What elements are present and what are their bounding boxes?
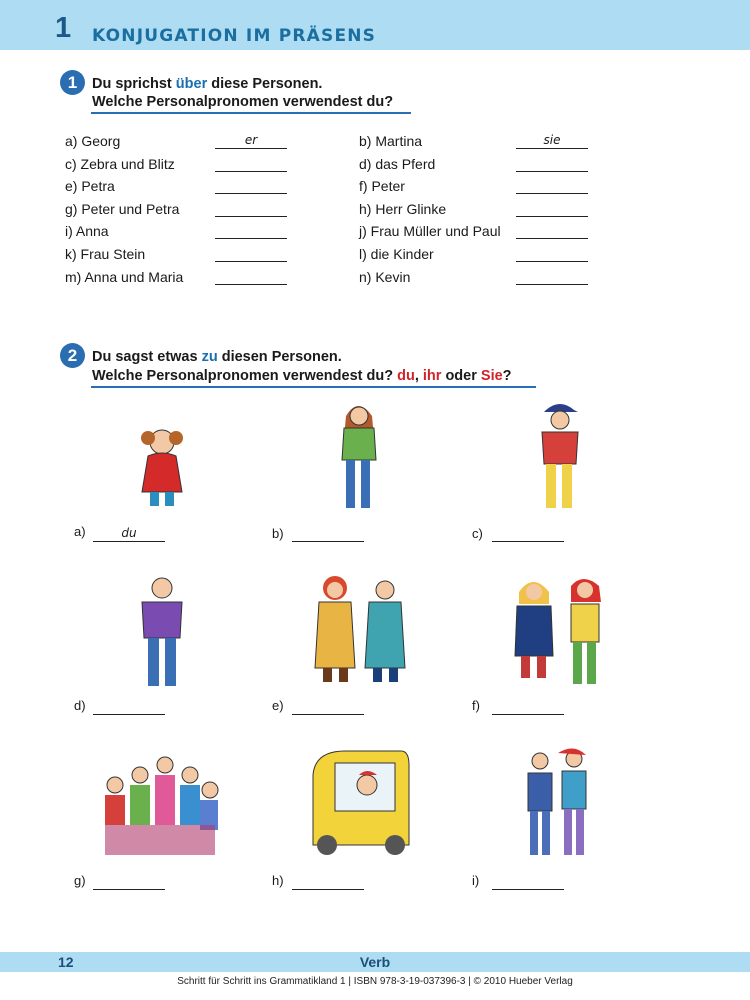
picture-item-letter: g) bbox=[74, 873, 86, 888]
illustration-two-men bbox=[522, 745, 597, 863]
list-item-label: n) Kevin bbox=[359, 269, 411, 285]
illustration-boy-cap bbox=[530, 398, 590, 518]
exercise-2-instruction-line2: Welche Personalpronomen verwendest du? du, ihr oder Sie? bbox=[92, 368, 512, 384]
list-item-label: l) die Kinder bbox=[359, 246, 434, 262]
picture-item-letter: b) bbox=[272, 526, 284, 541]
answer-blank[interactable] bbox=[516, 154, 588, 172]
list-item-label: a) Georg bbox=[65, 133, 121, 149]
answer-blank[interactable] bbox=[215, 221, 287, 239]
illustration-woman-green-shirt bbox=[330, 398, 390, 518]
answer-blank[interactable] bbox=[215, 176, 287, 194]
list-item-label: d) das Pferd bbox=[359, 156, 436, 172]
picture-item-letter: h) bbox=[272, 873, 284, 888]
illustration-girl-red-coat bbox=[130, 420, 200, 515]
page-number: 12 bbox=[58, 954, 74, 970]
list-item-label: f) Peter bbox=[359, 178, 405, 194]
picture-item-letter: a) bbox=[74, 524, 86, 539]
answer-blank[interactable] bbox=[215, 199, 287, 217]
list-item-label: m) Anna und Maria bbox=[65, 269, 184, 285]
answer-blank[interactable] bbox=[292, 872, 364, 890]
footer-credit: Schritt für Schritt ins Grammatikland 1 | ISBN 978-3-19-037396-3 | © 2010 Hueber Verlag bbox=[177, 976, 573, 987]
list-item-label: e) Petra bbox=[65, 178, 115, 194]
answer-blank[interactable] bbox=[492, 524, 564, 542]
exercise-2-underline bbox=[91, 386, 536, 388]
picture-item-letter: c) bbox=[472, 526, 483, 541]
answer-blank[interactable] bbox=[516, 221, 588, 239]
exercise-1-instruction-line2: Welche Personalpronomen verwendest du? bbox=[92, 94, 394, 110]
answer-blank[interactable] bbox=[516, 131, 588, 149]
list-item-label: g) Peter und Petra bbox=[65, 201, 180, 217]
exercise-2-number: 2 bbox=[60, 343, 85, 368]
chapter-number: 1 bbox=[55, 12, 72, 44]
chapter-title: KONJUGATION IM PRÄSENS bbox=[92, 26, 377, 46]
exercise-1-number: 1 bbox=[60, 70, 85, 95]
answer-blank[interactable] bbox=[215, 154, 287, 172]
exercise-2-instruction-line1: Du sagst etwas zu diesen Personen. bbox=[92, 349, 342, 365]
list-item-label: c) Zebra und Blitz bbox=[65, 156, 175, 172]
illustration-two-girls bbox=[505, 572, 610, 694]
answer-text: sie bbox=[543, 133, 561, 147]
exercise-1-instruction-line1: Du sprichst über diese Personen. bbox=[92, 76, 323, 92]
answer-blank[interactable] bbox=[93, 697, 165, 715]
answer-blank[interactable] bbox=[215, 267, 287, 285]
answer-text: er bbox=[244, 133, 258, 147]
answer-blank[interactable] bbox=[516, 267, 588, 285]
illustration-two-women bbox=[305, 572, 415, 694]
list-item-label: k) Frau Stein bbox=[65, 246, 146, 262]
list-item-label: b) Martina bbox=[359, 133, 423, 149]
answer-blank[interactable] bbox=[215, 244, 287, 262]
list-item-label: i) Anna bbox=[65, 223, 109, 239]
footer-section-title: Verb bbox=[359, 954, 391, 970]
answer-blank[interactable] bbox=[516, 176, 588, 194]
answer-blank[interactable] bbox=[516, 199, 588, 217]
answer-blank[interactable] bbox=[292, 524, 364, 542]
illustration-man-purple bbox=[132, 572, 192, 694]
answer-blank[interactable] bbox=[93, 524, 165, 542]
list-item-label: h) Herr Glinke bbox=[359, 201, 447, 217]
picture-item-letter: e) bbox=[272, 698, 284, 713]
answer-blank[interactable] bbox=[292, 697, 364, 715]
picture-item-letter: f) bbox=[472, 698, 480, 713]
exercise-1-underline bbox=[91, 112, 411, 114]
answer-blank[interactable] bbox=[93, 872, 165, 890]
picture-item-letter: d) bbox=[74, 698, 86, 713]
illustration-driver-yellow-car bbox=[305, 745, 415, 860]
answer-text: du bbox=[121, 526, 137, 540]
list-item-label: j) Frau Müller und Paul bbox=[359, 223, 501, 239]
answer-blank[interactable] bbox=[492, 697, 564, 715]
picture-item-letter: i) bbox=[472, 873, 480, 888]
answer-blank[interactable] bbox=[215, 131, 287, 149]
illustration-group-of-children bbox=[95, 745, 225, 865]
answer-blank[interactable] bbox=[516, 244, 588, 262]
answer-blank[interactable] bbox=[492, 872, 564, 890]
